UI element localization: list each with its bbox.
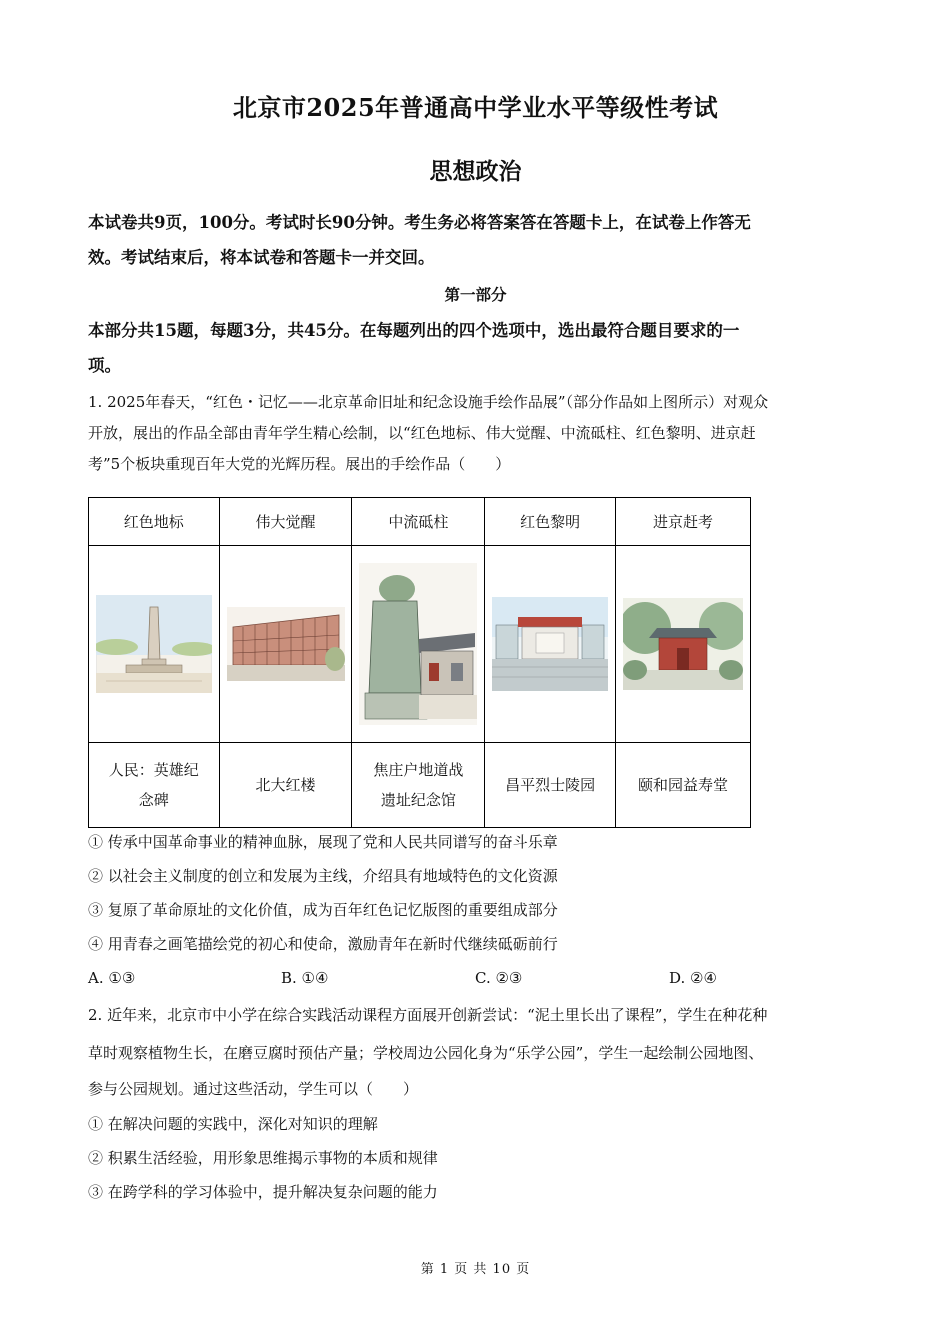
subject-title: 思想政治 [429, 158, 522, 185]
q1-choice-b: B. ①④ [281, 969, 329, 987]
table-header: 进京赶考 [615, 498, 750, 546]
table-header: 红色地标 [89, 498, 220, 546]
tunnel-memorial-painting [359, 563, 477, 725]
q1-choice-a: A. ①③ [88, 969, 136, 987]
palace-hall-painting [623, 598, 743, 690]
q2-stem-line-2: 草时观察植物生长，在磨豆腐时预估产量；学校周边公园化身为“乐学公园”，学生一起绘制公园地图、 [88, 1044, 764, 1062]
caption-text: 念碑 [138, 791, 169, 809]
q1-choice-d: D. ②④ [669, 969, 717, 987]
q1-option: ① 传承中国革命事业的精神血脉，展现了党和人民共同谱写的奋斗乐章 [88, 833, 558, 851]
image-cell [615, 546, 750, 743]
q2-option: ① 在解决问题的实践中，深化对知识的理解 [88, 1115, 378, 1133]
image-cell [89, 546, 220, 743]
q2-stem-line-1: 2. 近年来，北京市中小学在综合实践活动课程方面展开创新尝试：“泥土里长出了课程”，学生在种花种 [88, 1006, 768, 1024]
table-header: 伟大觉醒 [219, 498, 352, 546]
q1-stem-line-1: 1. 2025年春天，“红色・记忆——北京革命旧址和纪念设施手绘作品展”（部分作品如上图所示）对观众 [88, 393, 769, 411]
q1-option: ② 以社会主义制度的创立和发展为主线，介绍具有地域特色的文化资源 [88, 867, 558, 885]
cemetery-gate-painting [492, 597, 608, 691]
caption-text: 焦庄户地道战 [373, 761, 464, 779]
caption-cell [485, 743, 616, 828]
section-desc-line-2: 项。 [88, 356, 121, 375]
q2-option: ② 积累生活经验，用形象思维揭示事物的本质和规律 [88, 1149, 438, 1167]
caption-cell [352, 743, 485, 828]
q1-stem-line-3: 考”5个板块重现百年大党的光辉历程。展出的手绘作品（ ） [88, 455, 511, 473]
page-footer: 第 1 页 共 10 页 [420, 1262, 531, 1277]
caption-text: 颐和园益寿堂 [637, 776, 728, 794]
caption-cell [89, 743, 220, 828]
q1-option: ④ 用青春之画笔描绘党的初心和使命，激励青年在新时代继续砥砺前行 [88, 935, 558, 953]
caption-text: 遗址纪念馆 [380, 791, 456, 809]
exhibition-table [88, 497, 751, 828]
q1-choice-c: C. ②③ [475, 969, 523, 987]
image-cell [352, 546, 485, 743]
q2-option: ③ 在跨学科的学习体验中，提升解决复杂问题的能力 [88, 1183, 438, 1201]
caption-text: 人民：英雄纪 [108, 761, 199, 779]
caption-text: 北大红楼 [255, 776, 316, 794]
table-header: 红色黎明 [485, 498, 616, 546]
caption-text: 昌平烈士陵园 [505, 776, 596, 794]
table-header: 中流砥柱 [352, 498, 485, 546]
q1-option: ③ 复原了革命原址的文化价值，成为百年红色记忆版图的重要组成部分 [88, 901, 558, 919]
caption-cell [615, 743, 750, 828]
q1-stem-line-2: 开放，展出的作品全部由青年学生精心绘制，以“红色地标、伟大觉醒、中流砥柱、红色黎明、进京赶 [88, 424, 756, 442]
q2-stem-line-3: 参与公园规划。通过这些活动，学生可以（ ） [88, 1080, 419, 1098]
section-title: 第一部分 [444, 285, 507, 304]
red-building-painting [227, 607, 345, 681]
section-desc-line-1: 本部分共15题，每题3分，共45分。在每题列出的四个选项中，选出最符合题目要求的一 [88, 321, 740, 340]
instructions-line-1: 本试卷共9页，100分。考试时长90分钟。考生务必将答案答在答题卡上，在试卷上作答无 [88, 213, 751, 232]
instructions-line-2: 效。考试结束后，将本试卷和答题卡一并交回。 [88, 248, 435, 267]
caption-cell [219, 743, 352, 828]
image-cell [485, 546, 616, 743]
image-cell [219, 546, 352, 743]
monument-painting [96, 595, 212, 693]
exam-title: 北京市2025年普通高中学业水平等级性考试 [232, 93, 719, 122]
